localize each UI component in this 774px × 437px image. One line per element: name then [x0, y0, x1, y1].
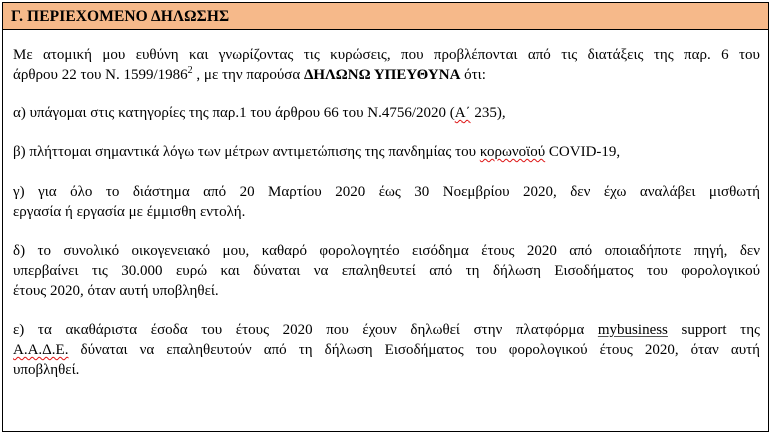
section-title: Γ. ΠΕΡΙΕΧΟΜΕΝΟ ΔΗΛΩΣΗΣ	[11, 8, 230, 25]
item-e-line-2	[13, 340, 760, 360]
intro-line-1: Με ατομική μου ευθύνη και γνωρίζοντας τις κυρώσεις, που προβλέπονται από τις διατάξεις της παρ. 6 του	[13, 47, 760, 63]
item-d-line-1: δ) το συνολικό οικογενειακό μου, καθαρό φορολογητέο εισόδημα έτους 2020 από οποιαδήποτε πηγή, δεν	[13, 243, 760, 259]
item-d	[13, 241, 760, 301]
item-a	[13, 103, 760, 123]
footnote-marker: 2	[187, 65, 193, 76]
item-e	[13, 320, 760, 380]
item-e-line-2-text: δύναται να επαληθευτούν από τη δήλωση Εισοδήματος του φορολογικού έτους 2020, όταν αυτή	[68, 342, 760, 358]
platform-name: mybusiness	[597, 322, 668, 338]
item-e-line-1	[13, 320, 760, 340]
gazette-issue: Α΄	[454, 105, 471, 121]
item-a-end: 235),	[470, 105, 506, 121]
intro-line-2	[13, 65, 760, 85]
item-e-text: ε) τα ακαθάριστα έσοδα του έτους 2020 που έχουν δηλωθεί στην πλατφόρμα	[13, 322, 598, 338]
item-a-text: α) υπάγομαι στις κατηγορίες της παρ.1 του άρθρου 66 του Ν.4756/2020 (	[13, 105, 455, 121]
declaration-emphasis: ΔΗΛΩΝΩ ΥΠΕΥΘΥΝΑ	[303, 67, 461, 83]
covid-word: κορωνοϊού	[479, 144, 546, 160]
section-body	[3, 30, 768, 380]
item-b-end: COVID-19,	[545, 144, 621, 160]
item-e-text-end: support της	[667, 322, 760, 338]
law-reference: άρθρου 22 του Ν. 1599/1986	[13, 67, 188, 83]
item-b-text: β) πλήττομαι σημαντικά λόγω των μέτρων αντιμετώπισης της πανδημίας του	[13, 144, 480, 160]
item-c-line-2: εργασία ή εργασία με έμμισθη εντολή.	[13, 204, 246, 220]
intro-connector: , με την παρούσα	[192, 67, 304, 83]
item-b	[13, 142, 760, 162]
section-header	[3, 3, 768, 30]
item-c-line-1: γ) για όλο το διάστημα από 20 Μαρτίου 2020 έως 30 Νοεμβρίου 2020, δεν έχω αναλάβει μισθωτή	[13, 184, 760, 200]
authority-abbrev: Α.Α.Δ.Ε.	[13, 342, 69, 358]
item-c	[13, 182, 760, 222]
item-e-line-3: υποβληθεί.	[13, 362, 80, 378]
item-d-line-3: έτους 2020, όταν αυτή υποβληθεί.	[13, 283, 219, 299]
item-d-line-2: υπερβαίνει τις 30.000 ευρώ και δύναται να επαληθευτεί από τη δήλωση Εισοδήματος του φορολογικού	[13, 263, 760, 279]
intro-paragraph	[13, 45, 760, 85]
intro-ending: ότι:	[460, 67, 486, 83]
declaration-section	[2, 2, 769, 432]
